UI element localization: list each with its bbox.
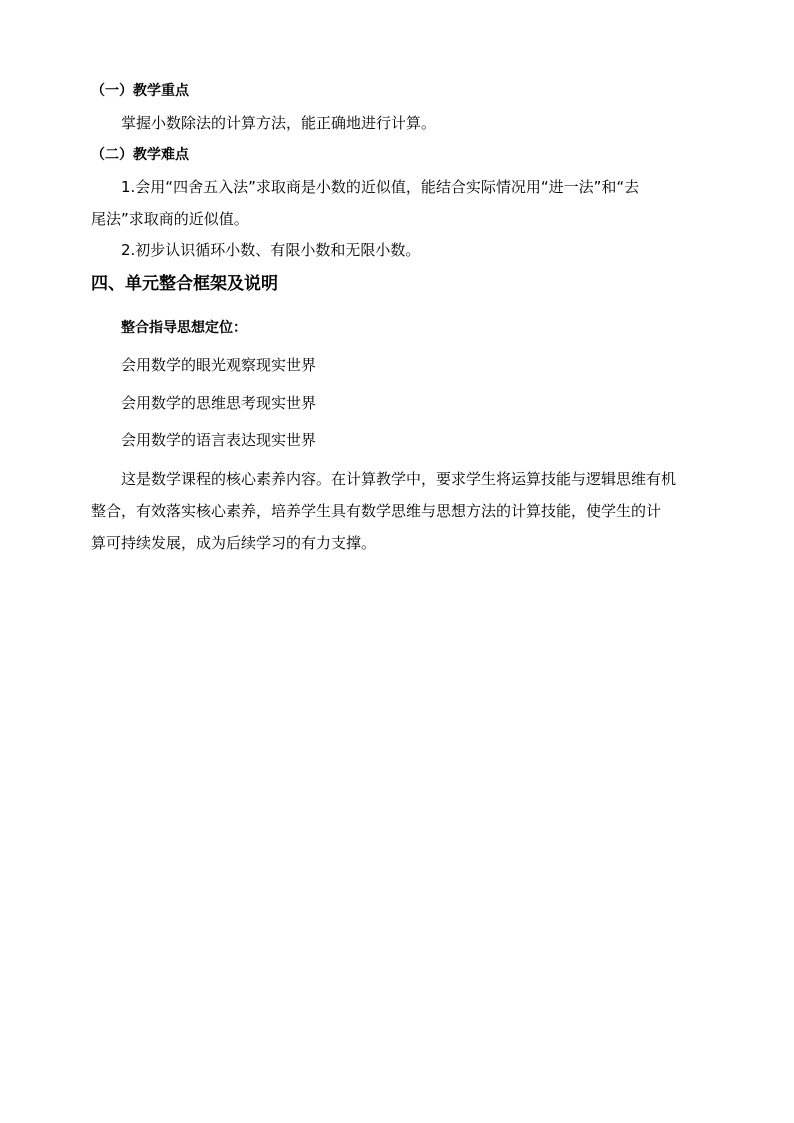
difficulty-item-1-line-1: 1.会用“四舍五入法”求取商是小数的近似值，能结合实际情况用“进一法”和“去	[121, 178, 640, 196]
section-4-heading: 四、单元整合框架及说明	[91, 274, 278, 294]
paragraph-line-2: 整合，有效落实核心素养，培养学生具有数学思维与思想方法的计算技能，使学生的计	[91, 502, 662, 520]
teaching-focus-heading: （一）教学重点	[91, 83, 189, 99]
guide-point-3: 会用数学的语言表达现实世界	[121, 431, 317, 449]
paragraph-line-3: 算可持续发展，成为后续学习的有力支撑。	[91, 534, 377, 552]
difficulty-item-2: 2.初步认识循环小数、有限小数和无限小数。	[121, 241, 421, 259]
guide-point-2: 会用数学的思维思考现实世界	[121, 394, 317, 412]
paragraph-line-1: 这是数学课程的核心素养内容。在计算教学中，要求学生将运算技能与逻辑思维有机	[121, 470, 677, 488]
teaching-focus-text: 掌握小数除法的计算方法，能正确地进行计算。	[121, 114, 437, 132]
difficulty-item-1-line-2: 尾法”求取商的近似值。	[91, 210, 249, 228]
guide-label: 整合指导思想定位：	[121, 320, 247, 336]
teaching-difficulty-heading: （二）教学难点	[91, 147, 189, 163]
guide-point-1: 会用数学的眼光观察现实世界	[121, 356, 317, 374]
